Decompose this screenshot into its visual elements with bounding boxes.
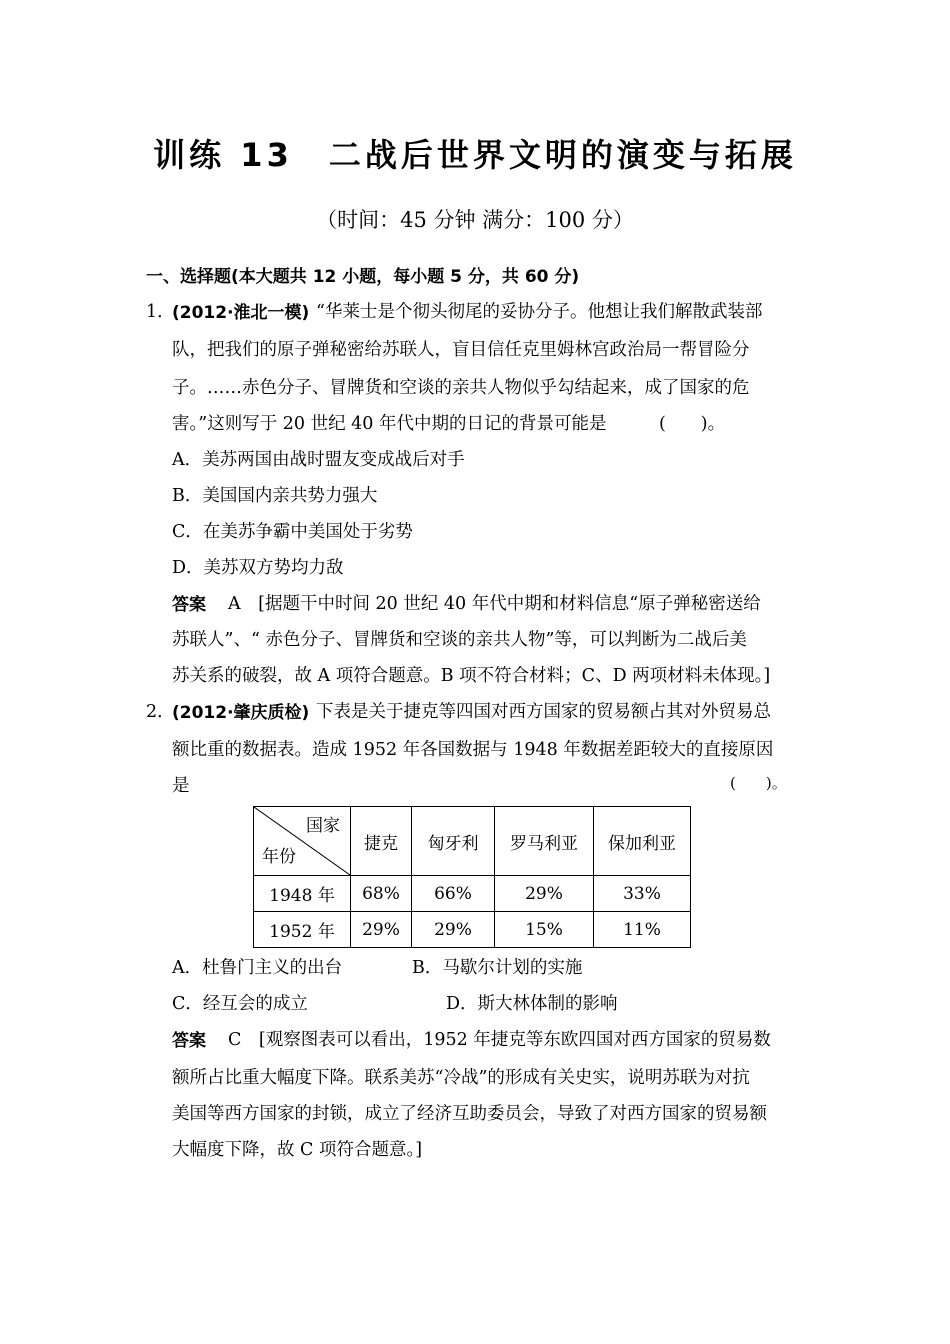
table-header-cell: 保加利亚 — [594, 807, 691, 876]
answer-text-line: 苏联人”、“ 赤色分子、冒牌货和空谈的亲共人物”等，可以判断为二战后美 — [172, 630, 747, 650]
option-b: B．美国国内亲共势力强大 — [172, 486, 378, 506]
question-text-line: 害。”这则写于 20 世纪 40 年代中期的日记的背景可能是 ( )。 — [172, 414, 726, 434]
question-text-line: 队，把我们的原子弹秘密给苏联人，盲目信任克里姆林宫政治局一帮冒险分 — [172, 340, 750, 360]
answer-text-line: C [观察图表可以看出，1952 年捷克等东欧四国对西方国家的贸易数 — [228, 1030, 771, 1050]
option-c: C．经互会的成立 — [172, 994, 308, 1014]
page-title: 训练 13 二战后世界文明的演变与拓展 — [153, 136, 797, 174]
table-cell-year: 1952 年 — [254, 912, 351, 948]
table-cell: 33% — [594, 876, 691, 912]
answer-label: 答案 — [172, 1031, 206, 1051]
answer-label: 答案 — [172, 595, 206, 615]
question-source: (2012·肇庆质检) — [172, 703, 310, 723]
option-a: A．杜鲁门主义的出台 — [172, 958, 343, 978]
table-cell: 29% — [412, 912, 495, 948]
section-heading: 一、选择题(本大题共 12 小题，每小题 5 分，共 60 分) — [146, 267, 580, 287]
question-text-line: 是 — [172, 776, 190, 796]
question-text-line: “华莱士是个彻头彻尾的妥协分子。他想让我们解散武装部 — [316, 302, 763, 322]
answer-bracket: ( )。 — [730, 774, 787, 792]
answer-text-line: 苏关系的破裂，故 A 项符合题意。B 项不符合材料；C、D 两项材料未体现。] — [172, 666, 771, 686]
answer-text-line: 美国等西方国家的封锁，成立了经济互助委员会，导致了对西方国家的贸易额 — [172, 1104, 767, 1124]
answer-text-line: 大幅度下降，故 C 项符合题意。] — [172, 1140, 423, 1160]
table-header-row — [254, 807, 691, 876]
question-source: (2012·淮北一模) — [172, 303, 310, 323]
table-cell: 11% — [594, 912, 691, 948]
answer-text-line: A [据题干中时间 20 世纪 40 年代中期和材料信息“原子弹秘密送给 — [228, 594, 761, 614]
table-cell: 29% — [495, 876, 594, 912]
question-number: 2． — [146, 702, 175, 722]
table-row — [254, 912, 691, 948]
page-subtitle: （时间：45 分钟 满分：100 分） — [316, 208, 634, 232]
table-cell: 29% — [351, 912, 412, 948]
table-header-cell: 捷克 — [351, 807, 412, 876]
table-header-cell: 罗马利亚 — [495, 807, 594, 876]
table-header-cell: 匈牙利 — [412, 807, 495, 876]
option-d: D．美苏双方势均力敌 — [172, 558, 344, 578]
corner-label-country: 国家 — [306, 816, 340, 836]
question-text-line: 额比重的数据表。造成 1952 年各国数据与 1948 年数据差距较大的直接原因 — [172, 740, 774, 760]
trade-data-table — [253, 806, 691, 948]
table-corner-cell — [254, 807, 351, 876]
option-c: C．在美苏争霸中美国处于劣势 — [172, 522, 413, 542]
option-a: A．美苏两国由战时盟友变成战后对手 — [172, 450, 465, 470]
option-d: D．斯大林体制的影响 — [446, 994, 618, 1014]
table-cell-year: 1948 年 — [254, 876, 351, 912]
option-b: B．马歇尔计划的实施 — [412, 958, 583, 978]
table-cell: 68% — [351, 876, 412, 912]
table-row — [254, 876, 691, 912]
answer-text-line: 额所占比重大幅度下降。联系美苏“冷战”的形成有关史实，说明苏联为对抗 — [172, 1068, 750, 1088]
corner-label-year: 年份 — [262, 847, 296, 867]
question-number: 1． — [146, 302, 175, 322]
table-cell: 66% — [412, 876, 495, 912]
table-cell: 15% — [495, 912, 594, 948]
question-text-line: 子。……赤色分子、冒牌货和空谈的亲共人物似乎勾结起来，成了国家的危 — [172, 378, 750, 398]
question-text-line: 下表是关于捷克等四国对西方国家的贸易额占其对外贸易总 — [316, 702, 771, 722]
